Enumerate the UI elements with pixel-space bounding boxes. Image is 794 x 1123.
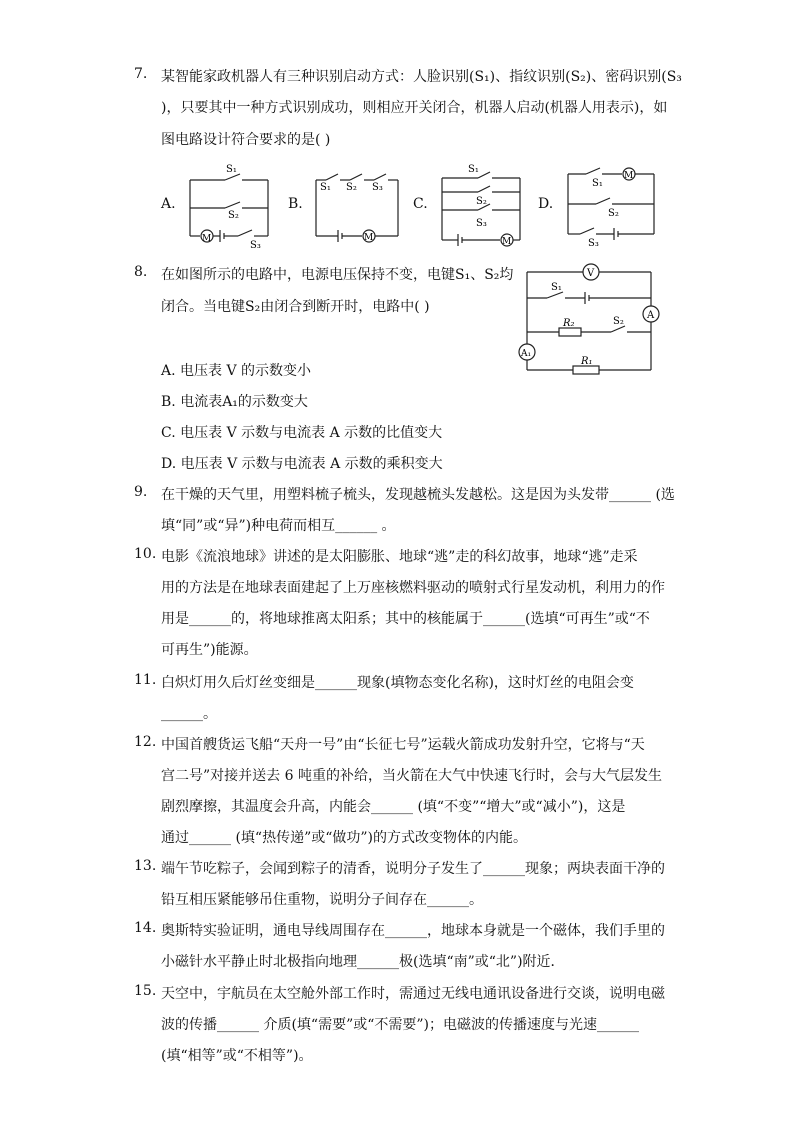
question-text: 闭合。当电键S₂由闭合到断开时，电路中( ) (161, 299, 430, 315)
question-text: (填“相等”或“不相等”)。 (161, 1048, 313, 1064)
motor-label: M (202, 234, 212, 244)
circuit-diagram-c (432, 160, 532, 250)
question-text: 用的方法是在地球表面建起了上万座核燃料驱动的喷射式行星发动机，利用力的作 (161, 580, 665, 596)
option-d: D. 电压表 V 示数与电流表 A 示数的乘积变大 (161, 456, 443, 472)
question-text: 剧烈摩擦，其温度会升高，内能会______ (填“不变”“增大”或“减小”)，这是 (161, 799, 626, 815)
question-text: 天空中，宇航员在太空舱外部工作时，需通过无线电通讯设备进行交谈，说明电磁 (161, 986, 665, 1002)
question-text: )，只要其中一种方式识别成功，则相应开关闭合，机器人启动(机器人用表示)，如 (161, 100, 668, 116)
question-number: 10. (134, 546, 157, 562)
question-text: 某智能家政机器人有三种识别启动方式：人脸识别(S₁)、指纹识别(S₂)、密码识别(S₃ (161, 69, 682, 85)
option-label-b: B. (288, 196, 303, 212)
switch-label-s1: S₁ (468, 164, 479, 175)
question-number: 7. (134, 66, 148, 82)
question-text: 奥斯特实验证明，通电导线周围存在______，地球本身就是一个磁体，我们手里的 (161, 923, 665, 939)
option-c: C. 电压表 V 示数与电流表 A 示数的比值变大 (161, 425, 443, 441)
question-text: 白炽灯用久后灯丝变细是______现象(填物态变化名称)，这时灯丝的电阻会变 (161, 675, 634, 691)
circuit-diagram-b (308, 160, 408, 250)
option-label-c: C. (413, 196, 428, 212)
switch-label-s3: S₃ (250, 240, 261, 251)
circuit-diagram-a (180, 160, 280, 250)
question-number: 15. (134, 983, 157, 999)
question-text: 小磁针水平静止时北极指向地理______极(选填“南”或“北”)附近． (161, 954, 565, 970)
voltmeter-label: V (587, 268, 595, 279)
question-number: 14. (134, 920, 157, 936)
switch-label-s3: S₃ (588, 238, 599, 249)
option-a: A. 电压表 V 的示数变小 (161, 363, 312, 379)
question-text: ______。 (161, 706, 217, 722)
question-text: 图电路设计符合要求的是( ) (161, 132, 331, 148)
question-number: 13. (134, 858, 157, 874)
switch-label-s2: S₂ (613, 316, 624, 327)
switch-label-s2: S₂ (228, 210, 239, 221)
question-number: 8. (134, 264, 148, 280)
switch-label-s2: S₂ (476, 196, 487, 207)
switch-label-s3: S₃ (372, 182, 383, 193)
switch-label-s1: S₁ (592, 178, 603, 189)
circuit-diagram-q8 (515, 260, 665, 375)
switch-label-s3: S₃ (476, 218, 487, 229)
question-text: 电影《流浪地球》讲述的是太阳膨胀、地球“逃”走的科幻故事，地球“逃”走采 (161, 549, 638, 565)
option-b: B. 电流表A₁的示数变大 (161, 394, 308, 410)
question-text: 波的传播______ 介质(填“需要”或“不需要”)；电磁波的传播速度与光速______ (161, 1017, 640, 1033)
option-label-a: A. (161, 196, 176, 212)
question-text: 可再生”)能源。 (161, 642, 258, 658)
question-number: 9. (134, 484, 148, 500)
motor-label: M (364, 233, 374, 243)
resistor-label-r1: R₁ (581, 356, 593, 367)
question-text: 在干燥的天气里，用塑料梳子梳头，发现越梳头发越松。这是因为头发带______ (选 (161, 487, 675, 503)
question-number: 12. (134, 734, 157, 750)
switch-label-s2: S₂ (346, 182, 357, 193)
switch-label-s2: S₂ (608, 208, 619, 219)
option-label-d: D. (538, 196, 554, 212)
question-text: 在如图所示的电路中，电源电压保持不变，电键S₁、S₂均 (161, 267, 514, 283)
motor-label: M (502, 237, 512, 247)
ammeter1-label: A₁ (521, 349, 532, 359)
ammeter-label: A (647, 310, 655, 321)
question-text: 填“同”或“异”)种电荷而相互______ 。 (161, 518, 396, 534)
switch-label-s1: S₁ (551, 282, 562, 293)
switch-label-s1: S₁ (320, 182, 331, 193)
motor-label: M (624, 171, 634, 181)
question-text: 铅互相压紧能够吊住重物，说明分子间存在______。 (161, 892, 483, 908)
question-text: 通过______ (填“热传递”或“做功”)的方式改变物体的内能。 (161, 830, 528, 846)
question-text: 用是______的，将地球推离太阳系；其中的核能属于______(选填“可再生”或“不 (161, 611, 650, 627)
circuit-diagram-d (558, 160, 658, 250)
resistor-label-r2: R₂ (563, 318, 575, 329)
question-text: 宫二号”对接并送去 6 吨重的补给，当火箭在大气中快速飞行时，会与大气层发生 (161, 768, 662, 784)
question-number: 11. (134, 672, 157, 688)
question-text: 端午节吃粽子，会闻到粽子的清香，说明分子发生了______现象；两块表面干净的 (161, 861, 665, 877)
switch-label-s1: S₁ (226, 164, 237, 175)
question-text: 中国首艘货运飞船“天舟一号”由“长征七号”运载火箭成功发射升空，它将与“天 (161, 737, 645, 753)
